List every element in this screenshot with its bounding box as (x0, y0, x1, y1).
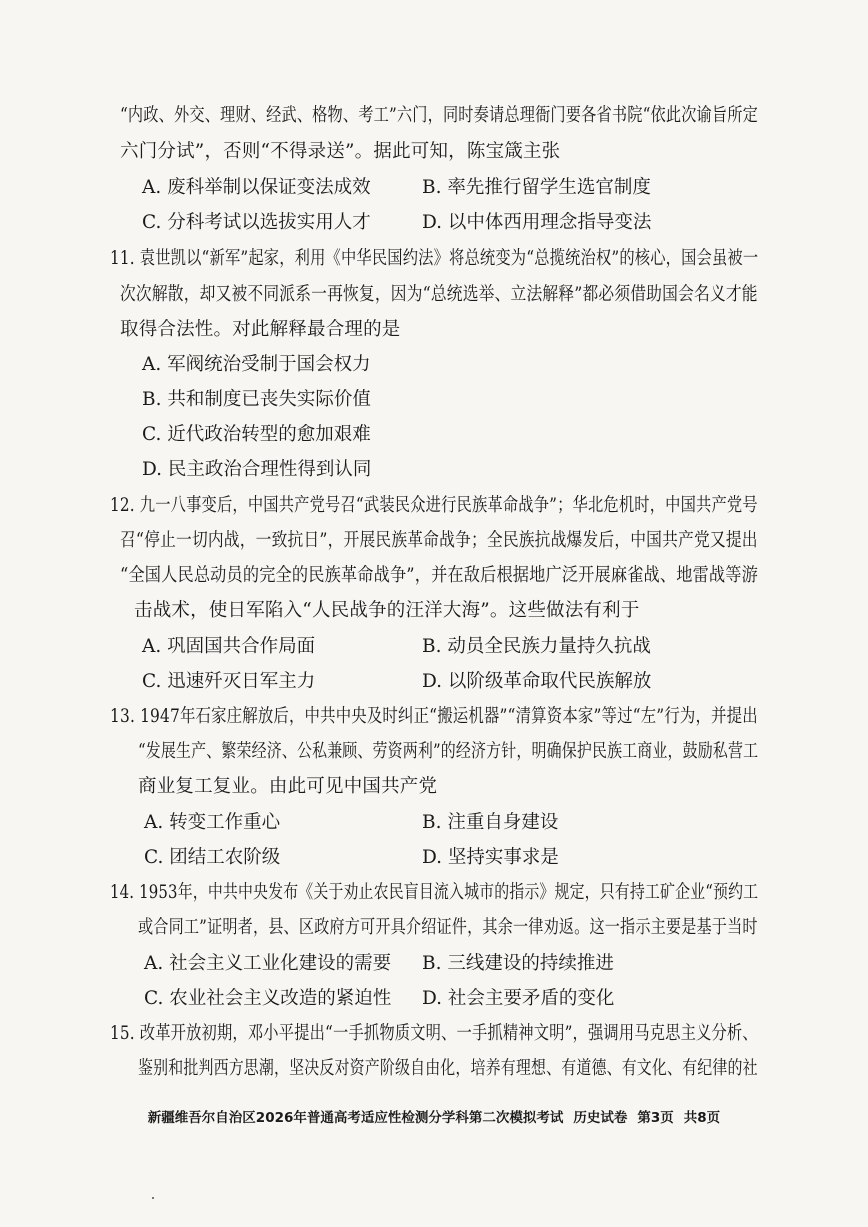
q12-option-a: A. 巩固国共合作局面 (142, 636, 316, 657)
page-footer (0, 1106, 868, 1126)
q10-option-a: A. 废科举制以保证变法成效 (142, 177, 371, 198)
q12-option-c: C. 迅速歼灭日军主力 (142, 671, 316, 692)
q12-option-d: D. 以阶级革命取代民族解放 (422, 671, 652, 692)
q13-line-1: 13. 1947年石家庄解放后，中共中央及时纠正“搬运机器”“清算资本家”等过“左”行为，并提出 (110, 706, 758, 727)
q11-line-3: 取得合法性。对此解释最合理的是 (120, 319, 401, 340)
q14-option-c: C. 农业社会主义改造的紧迫性 (144, 988, 392, 1009)
q10-option-b: B. 率先推行留学生选官制度 (422, 177, 651, 198)
footer-exam-title: 新疆维吾尔自治区2026年普通高考适应性检测分学科第二次模拟考试 (147, 1110, 564, 1126)
q13-line-2: “发展生产、繁荣经济、公私兼顾、劳资两利”的经济方针，明确保护民族工商业，鼓励私营工 (138, 741, 759, 762)
q13-line-3: 商业复工复业。由此可见中国共产党 (138, 776, 438, 797)
q11-option-c: C. 近代政治转型的愈加艰难 (142, 424, 371, 445)
q13-option-a: A. 转变工作重心 (144, 812, 281, 833)
scan-speck (152, 1197, 154, 1199)
q14-line-2: 或合同工”证明者，县、区政府方可开具介绍证件，其余一律劝返。这一指示主要是基于当时 (138, 917, 758, 938)
footer-page-number: 第3页 (637, 1110, 674, 1126)
q11-option-b: B. 共和制度已丧失实际价值 (142, 389, 371, 410)
q11-line-1: 11. 袁世凯以“新军”起家，利用《中华民国约法》将总统变为“总揽统治权”的核心，国会虽被一 (110, 248, 759, 269)
q14-option-a: A. 社会主义工业化建设的需要 (144, 953, 392, 974)
q13-option-c: C. 团结工农阶级 (144, 847, 281, 868)
footer-total-pages: 共8页 (683, 1110, 721, 1126)
q10-line-2: 六门分试”，否则“不得录送”。据此可知，陈宝箴主张 (120, 141, 561, 162)
q12-option-b: B. 动员全民族力量持久抗战 (422, 636, 651, 657)
q13-option-d: D. 坚持实事求是 (422, 847, 559, 868)
q10-option-d: D. 以中体西用理念指导变法 (422, 212, 652, 233)
q15-line-2: 鉴别和批判西方思潮，坚决反对资产阶级自由化，培养有理想、有道德、有文化、有纪律的社 (138, 1058, 758, 1079)
q10-option-c: C. 分科考试以选拔实用人才 (142, 212, 371, 233)
q12-line-1: 12. 九一八事变后，中国共产党号召“武装民众进行民族革命战争”；华北危机时，中国共产党号 (110, 495, 758, 516)
q11-option-a: A. 军阀统治受制于国会权力 (142, 354, 371, 375)
q13-option-b: B. 注重自身建设 (422, 812, 559, 833)
q11-line-2: 次次解散，却又被不同派系一再恢复，因为“总统选举、立法解释”都必须借助国会名义才能 (120, 284, 758, 305)
q14-option-d: D. 社会主要矛盾的变化 (422, 988, 615, 1009)
footer-subject: 历史试卷 (573, 1110, 628, 1126)
q15-line-1: 15. 改革开放初期，邓小平提出“一手抓物质文明、一手抓精神文明”，强调用马克思主义分析、 (110, 1023, 758, 1044)
q10-line-1: “内政、外交、理财、经武、格物、考工”六门，同时奏请总理衙门要各省书院“依此次谕旨所定 (120, 105, 758, 126)
q14-line-1: 14. 1953年，中共中央发布《关于劝止农民盲目流入城市的指示》规定，只有持工矿企业“预约工 (110, 882, 759, 903)
q12-line-2: 召“停止一切内战，一致抗日”，开展民族革命战争；全民族抗战爆发后，中国共产党又提出 (120, 530, 758, 551)
q12-line-4: 击战术，使日军陷入“人民战争的汪洋大海”。这些做法有利于 (134, 600, 640, 621)
q11-option-d: D. 民主政治合理性得到认同 (142, 459, 372, 480)
q12-line-3: “全国人民总动员的完全的民族革命战争”，并在敌后根据地广泛开展麻雀战、地雷战等游 (120, 565, 758, 586)
q14-option-b: B. 三线建设的持续推进 (422, 953, 614, 974)
